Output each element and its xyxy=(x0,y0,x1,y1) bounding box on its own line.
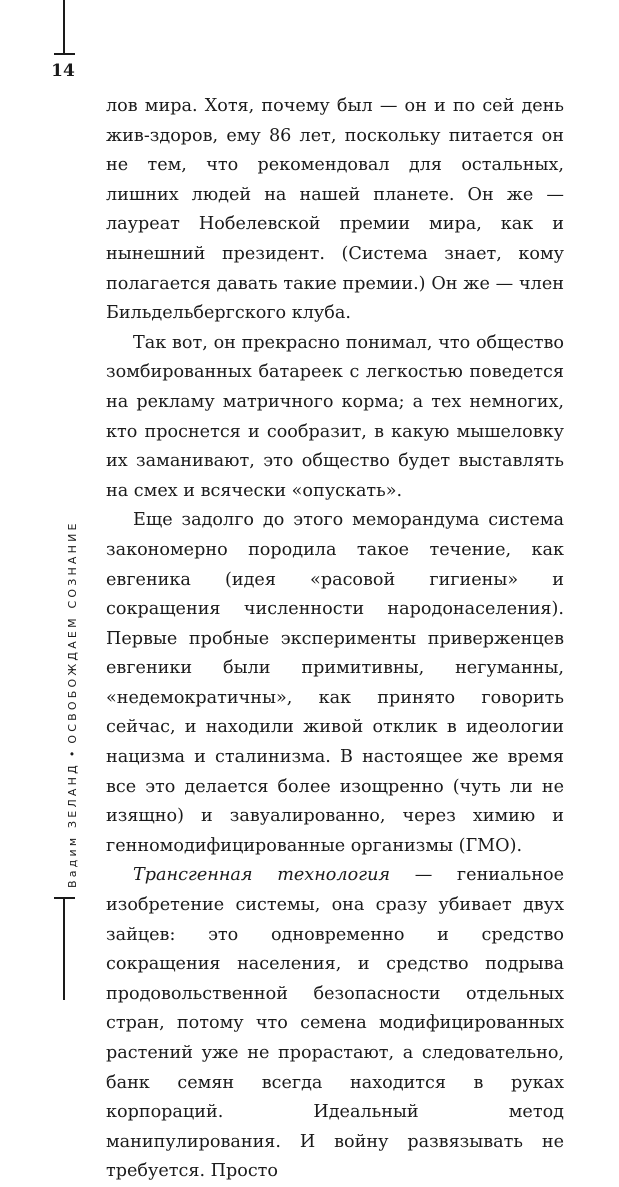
body-paragraph-2: Так вот, он прекрасно понимал, что общество зомбированных батареек с легкостью поведется на рекламу матричного корма; а тех немногих, кто проснется и сообразит, в какую мышеловку их заманивают, это общество будет выставлять на смех и всячески «опускать». xyxy=(106,332,564,501)
running-head xyxy=(66,520,80,888)
running-head-separator: • xyxy=(66,750,79,758)
body-paragraph-4 xyxy=(106,861,564,1187)
running-head-author: Вадим ЗЕЛАНД xyxy=(66,762,79,888)
term-emphasis: Трансгенная технология xyxy=(133,865,391,886)
body-paragraph-4-text: — гениальное изобретение системы, она сразу убивает двух зайцев: это одновременно и средство сокращения населения, и средство подрыва продовольственной безопасности отдельных стран, потому что семена модифицированных растений уже не прорастают, а следовательно, банк семян всегда находится в руках корпораций. Идеальный метод манипулирования. И войну развязывать не требуется. Просто xyxy=(106,865,564,1182)
running-head-title: ОСВОБОЖДАЕМ СОЗНАНИЕ xyxy=(66,520,79,744)
body-paragraph-3: Еще задолго до этого меморандума система закономерно породила такое течение, как евгеника (идея «расовой гигиены» и сокращения численности народонаселения). Первые пробные эксперименты приверженцев евгеники были примитивны, негуманны, «недемократичны», как принято говорить сейчас, и находили живой отклик в идеологии нацизма и сталинизма. В настоящее же время все это делается более изощренно (чуть ли не изящно) и завуалированно, через химию и генномодифицированные организмы (ГМО). xyxy=(106,510,564,856)
bottom-vertical-rule xyxy=(63,898,65,1000)
page-body xyxy=(106,92,564,1187)
top-vertical-rule xyxy=(63,0,65,54)
top-rule-tick xyxy=(54,53,75,55)
body-paragraph-1: лов мира. Хотя, почему был — он и по сей день жив-здоров, ему 86 лет, поскольку питается он не тем, что рекомендовал для остальных, лишних людей на нашей планете. Он же — лауреат Нобелевской премии мира, как и нынешний президент. (Система знает, кому полагается давать такие премии.) Он же — член Бильдельбергского клуба. xyxy=(106,96,564,324)
page-number: 14 xyxy=(51,61,75,81)
